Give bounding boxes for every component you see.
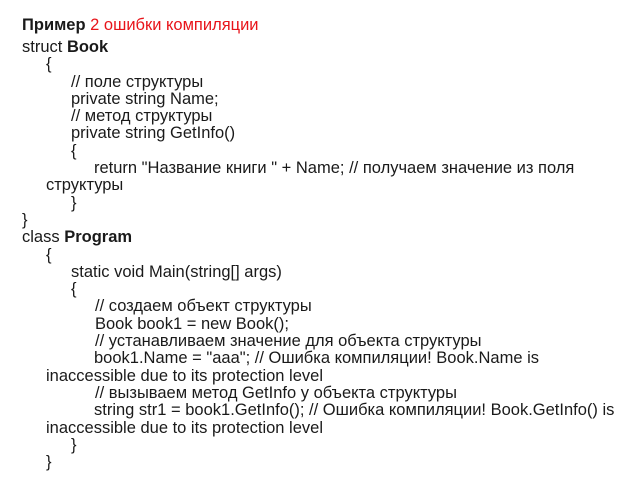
code-line: // создаем объект структуры <box>95 297 312 316</box>
code-line: // устанавливаем значение для объекта структуры <box>95 332 482 351</box>
code-line: } <box>71 435 77 454</box>
code-line: string str1 = book1.GetInfo(); // Ошибка компиляции! Book.GetInfo() is inaccessible due to its protection level <box>46 401 615 437</box>
slide-title <box>22 14 259 36</box>
code-line: return "Название книги " + Name; // получаем значение из поля структуры <box>46 159 575 195</box>
struct-name: Book <box>66 38 109 56</box>
code-line: } <box>22 210 28 229</box>
code-line: { <box>71 280 77 299</box>
code-line: static void Main(string[] args) <box>71 262 282 281</box>
code-line: } <box>46 453 52 472</box>
code-line: { <box>71 141 77 160</box>
code-line: private string GetInfo() <box>71 124 236 143</box>
struct-keyword: struct <box>22 38 67 56</box>
code-block <box>22 39 622 471</box>
code-line: // поле структуры <box>71 72 204 91</box>
class-keyword: class <box>22 228 65 247</box>
title-red: 2 ошибки компиляции <box>90 16 259 34</box>
code-line: } <box>71 193 77 212</box>
class-name: Program <box>64 228 133 247</box>
code-line: Book book1 = new Book(); <box>95 314 289 333</box>
code-line: { <box>46 245 52 264</box>
title-bold: Пример <box>22 16 86 34</box>
code-line-struct <box>22 39 622 56</box>
code-line-class <box>22 229 622 246</box>
code-line: // вызываем метод GetInfo у объекта структуры <box>95 383 457 402</box>
code-line: private string Name; <box>71 89 219 108</box>
code-line: // метод структуры <box>71 107 213 126</box>
code-line: book1.Name = "aaa"; // Ошибка компиляции! Book.Name is inaccessible due to its protection level <box>46 349 540 385</box>
code-line: { <box>46 55 52 74</box>
